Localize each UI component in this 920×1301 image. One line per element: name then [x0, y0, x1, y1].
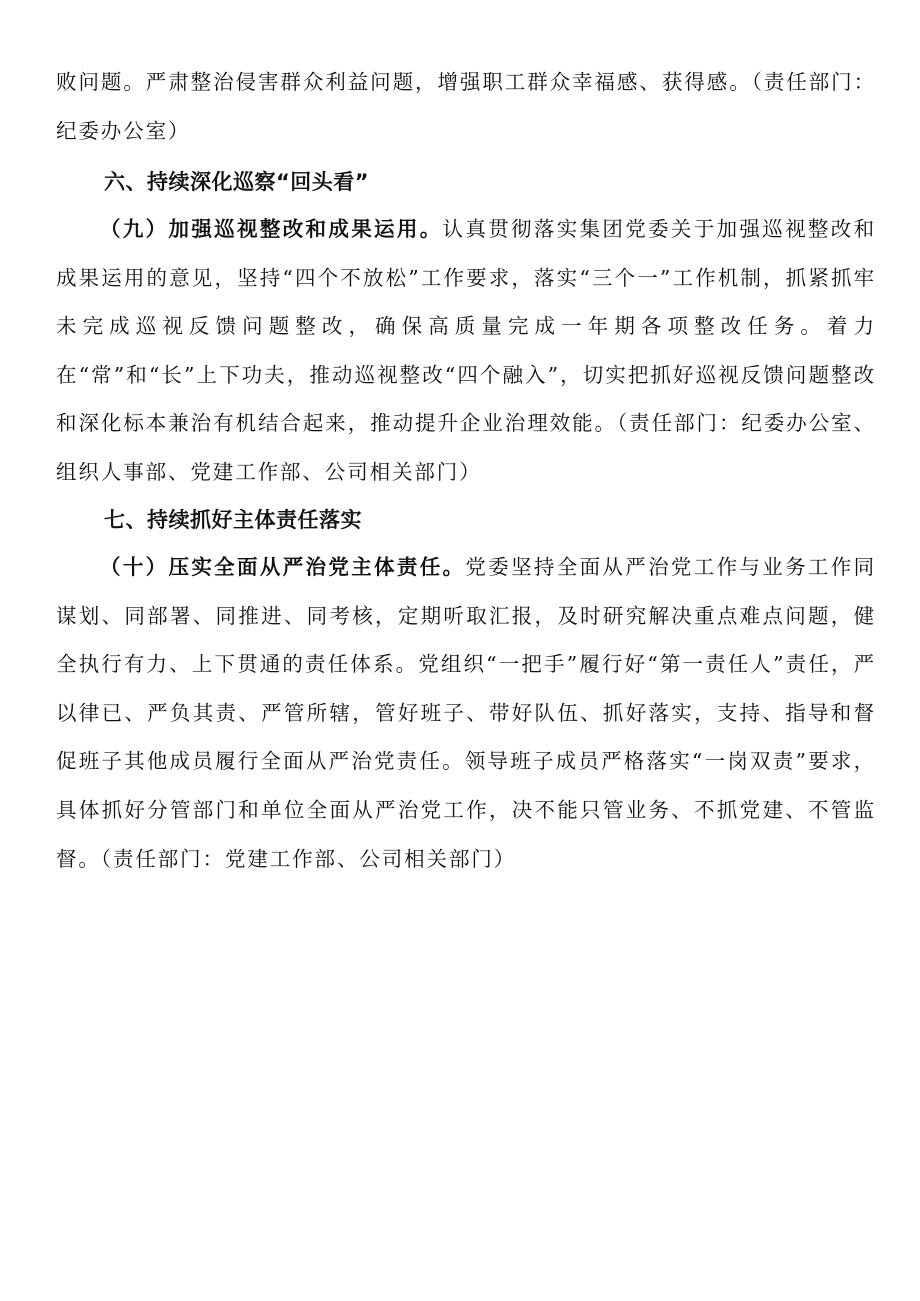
paragraph-continued: [56, 58, 876, 155]
item-9-body: 认真贯彻落实集团党委关于加强巡视整改和成果运用的意见，坚持“四个不放松”工作要求，落实“三个一”工作机制，抓紧抓牢未完成巡视反馈问题整改，确保高质量完成一年期各项整改任务。着力在“常”和“长”上下功夫，推动巡视整改“四个融入”，切实把抓好巡视反馈问题整改和深化标本兼治有机结合起来，推动提升企业治理效能。（责任部门：纪委办公室、组织人事部、党建工作部、公司相关部门）: [56, 217, 876, 484]
item-10-lead: （十）压实全面从严治党主体责任。: [100, 555, 466, 579]
section-heading-7: 七、持续抓好主体责任落实: [104, 508, 362, 532]
paragraph-item-9: [56, 205, 876, 497]
section-heading-6: 六、持续深化巡察“回头看”: [104, 170, 370, 194]
item-10-body: 党委坚持全面从严治党工作与业务工作同谋划、同部署、同推进、同考核，定期听取汇报，及时研究解决重点难点问题，健全执行有力、上下贯通的责任体系。党组织“一把手”履行好“第一责任人”责任，严以律已、严负其责、严管所辖，管好班子、带好队伍、抓好落实，支持、指导和督促班子其他成员履行全面从严治党责任。领导班子成员严格落实“一岗双责”要求，具体抓好分管部门和单位全面从严治党工作，决不能只管业务、不抓党建、不管监督。（责任部门：党建工作部、公司相关部门）: [56, 555, 877, 871]
paragraph-item-10: [56, 543, 876, 883]
paragraph-text: 败问题。严肃整治侵害群众利益问题，增强职工群众幸福感、获得感。（责任部门：纪委办公室）: [56, 70, 876, 143]
item-9-lead: （九）加强巡视整改和成果运用。: [100, 217, 443, 241]
